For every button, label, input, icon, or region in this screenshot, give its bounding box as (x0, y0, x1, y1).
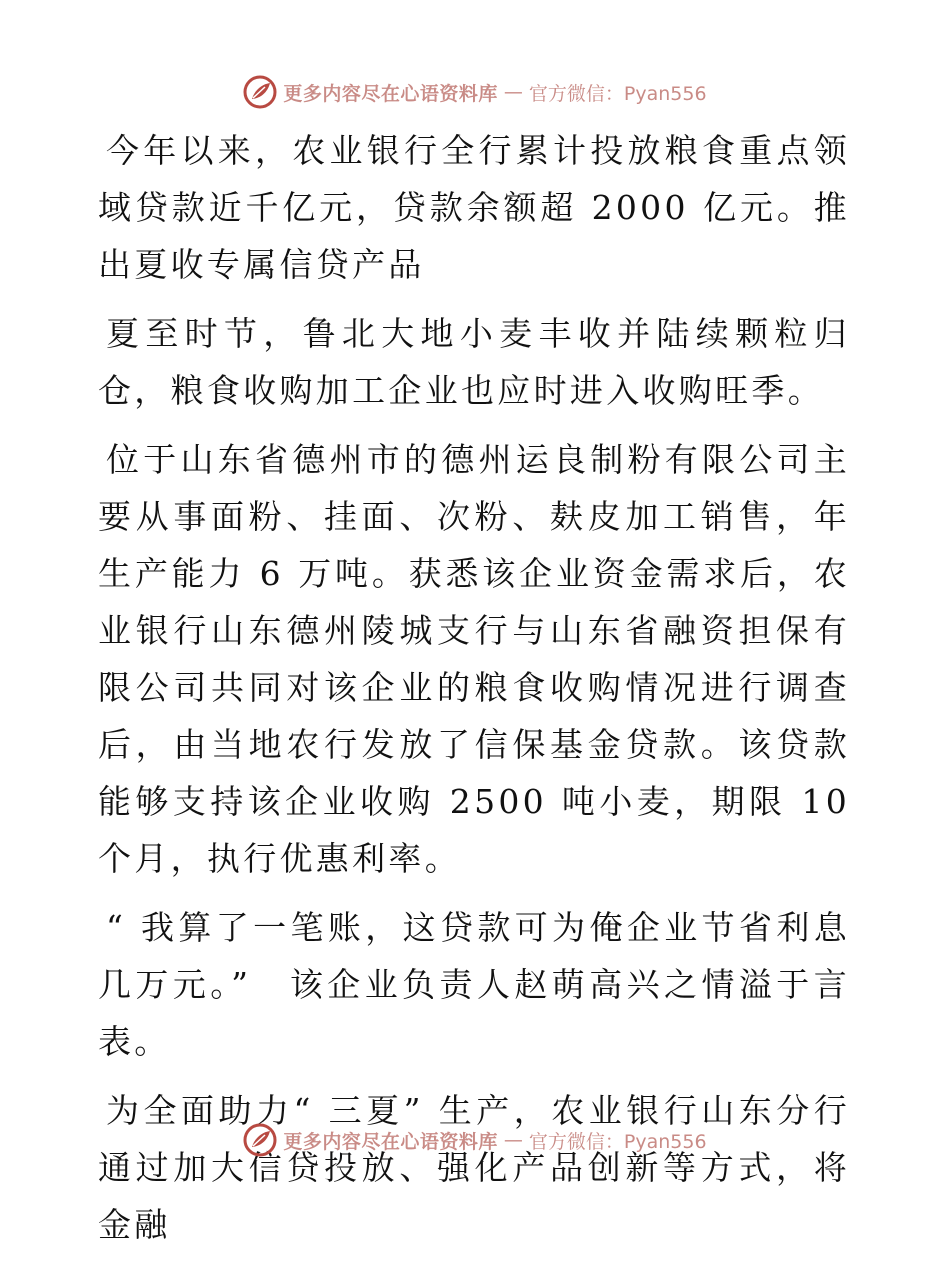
paragraph: “ 我算了一笔账，这贷款可为俺企业节省利息几万元。” 该企业负责人赵萌高兴之情溢于言表。 (98, 908, 850, 1061)
watermark-label: 官方微信：Pyan556 (528, 1130, 707, 1153)
paragraph: 夏至时节，鲁北大地小麦丰收并陆续颗粒归仓，粮食收购加工企业也应时进入收购旺季。 (98, 314, 850, 410)
paragraph: 位于山东省德州市的德州运良制粉有限公司主要从事面粉、挂面、次粉、麸皮加工销售，年生产能力 6 万吨。获悉该企业资金需求后，农业银行山东德州陵城支行与山东省融资担保有限公司共同对该企业的粮食收购情况进行调查后，由当地农行发放了信保基金贷款。该贷款能够支持该企业收购 2500 吨小麦，期限 10 个月，执行优惠利率。 (98, 440, 850, 878)
watermark-separator: — (503, 1129, 523, 1151)
watermark-text: 更多内容尽在心语资料库 (283, 1130, 498, 1153)
paragraph: 今年以来，农业银行全行累计投放粮食重点领域贷款近千亿元，贷款余额超 2000 亿元。推出夏收专属信贷产品 (98, 131, 850, 284)
watermark-separator: — (503, 81, 523, 103)
paragraph: 为全面助力“ 三夏” 生产，农业银行山东分行通过加大信贷投放、强化产品创新等方式，将金融 (98, 1091, 850, 1244)
footer-watermark (0, 1120, 950, 1160)
watermark-label: 官方微信：Pyan556 (528, 82, 707, 105)
leaf-logo-icon (243, 75, 277, 109)
article-body (98, 122, 850, 1265)
watermark-text: 更多内容尽在心语资料库 (283, 82, 498, 105)
leaf-logo-icon (243, 1123, 277, 1157)
header-watermark (0, 72, 950, 112)
